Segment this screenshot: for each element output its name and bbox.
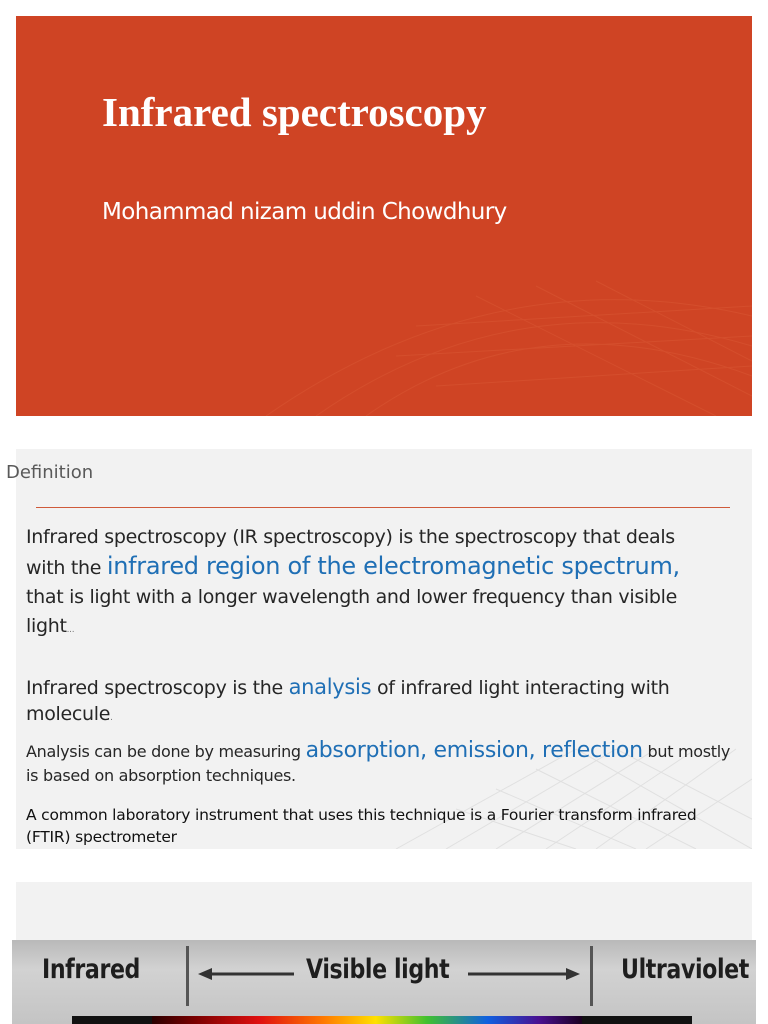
p2-text-after: of infrared light interacting with molecule bbox=[26, 677, 670, 725]
p2-highlight: analysis bbox=[288, 675, 372, 699]
p3-text-before: Analysis can be done by measuring bbox=[26, 742, 306, 761]
definition-paragraph-1 bbox=[26, 523, 716, 645]
ultraviolet-label: Ultraviolet bbox=[621, 954, 749, 985]
spectrum-diagram bbox=[12, 940, 756, 1024]
p1-text-before: Infrared spectroscopy (IR spectroscopy) is the spectroscopy that deals with the bbox=[26, 526, 675, 579]
visible-light-label: Visible light bbox=[306, 954, 450, 985]
definition-paragraph-2 bbox=[26, 674, 726, 731]
p1-tail: ... bbox=[66, 625, 75, 635]
p2-text-before: Infrared spectroscopy is the bbox=[26, 677, 289, 699]
background-grid bbox=[16, 449, 752, 849]
definition-paragraph-3 bbox=[26, 739, 736, 788]
spectrum-slide bbox=[16, 882, 752, 942]
infrared-label: Infrared bbox=[42, 954, 141, 985]
heading-divider bbox=[36, 507, 730, 508]
p3-highlight: absorption, emission, reflection bbox=[305, 738, 643, 763]
p2-tail: . bbox=[110, 713, 113, 723]
author-name: Mohammad nizam uddin Chowdhury bbox=[102, 199, 507, 225]
section-heading: Definition bbox=[6, 462, 94, 483]
title-slide bbox=[16, 16, 752, 416]
p1-highlight: infrared region of the electromagnetic spectrum, bbox=[106, 552, 680, 580]
p1-text-after: that is light with a longer wavelength and lower frequency than visible light bbox=[26, 586, 678, 637]
definition-paragraph-4: A common laboratory instrument that uses this technique is a Fourier transform infrared (FTIR) spectrometer bbox=[26, 806, 697, 846]
spectrum-band-ir bbox=[72, 1016, 152, 1024]
spectrum-band-visible bbox=[152, 1016, 582, 1024]
slide-title: Infrared spectroscopy bbox=[102, 89, 487, 135]
definition-slide bbox=[16, 449, 752, 849]
p3-text-after: but mostly is based on absorption techniques. bbox=[26, 742, 731, 785]
spectrum-band-uv bbox=[582, 1016, 692, 1024]
